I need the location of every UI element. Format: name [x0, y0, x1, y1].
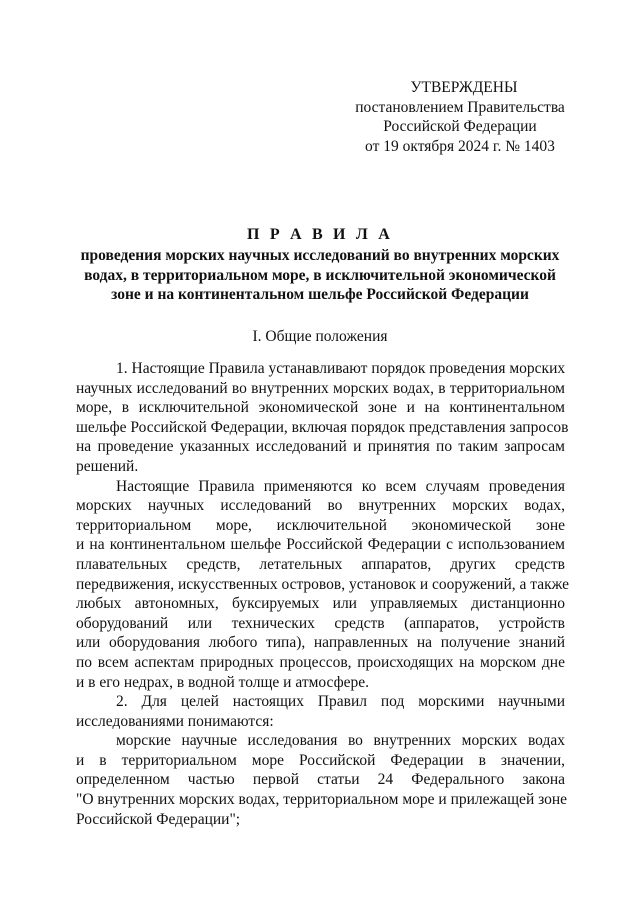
- paragraph-line: и в территориальном море Российской Федерации в значении,: [76, 751, 565, 769]
- paragraph-line: любых автономных, буксируемых или управляемых дистанционно: [76, 595, 565, 613]
- paragraph-line: или оборудования любого типа), направленных на получение знаний: [76, 634, 565, 652]
- subtitle-line: проведения морских научных исследований во внутренних морских: [80, 247, 560, 264]
- paragraph-line: на проведение указанных исследований и принятия по таким запросам: [76, 438, 565, 456]
- paragraph-line: Российской Федерации";: [76, 810, 241, 828]
- subtitle-line: зоне и на континентальном шельфе Российской Федерации: [111, 286, 529, 303]
- approval-line-2: Российской Федерации: [383, 118, 537, 135]
- paragraph-line: научных исследований во внутренних морских водах, в территориальном: [76, 379, 565, 397]
- paragraph-line: решений.: [76, 457, 139, 475]
- paragraph-line: морских научных исследований во внутренних морских водах,: [76, 497, 565, 515]
- approval-title: УТВЕРЖДЕНЫ: [410, 79, 518, 96]
- paragraph-line: и в его недрах, в водной толще и атмосфере.: [76, 673, 370, 691]
- subtitle-line: водах, в территориальном море, в исключительной экономической: [84, 266, 556, 284]
- paragraph-line: определенном частью первой статьи 24 Федерального закона: [76, 771, 565, 789]
- approval-line-1: постановлением Правительства: [355, 98, 565, 116]
- paragraph-line: территориальном море, исключительной экономической зоне: [76, 516, 565, 534]
- paragraph-line: плавательных средств, летательных аппаратов, других средств: [76, 555, 565, 573]
- approval-stamp-block: [340, 78, 580, 156]
- section-heading: I. Общие положения: [252, 328, 388, 345]
- paragraph-line: и на континентальном шельфе Российской Федерации с использованием: [76, 536, 565, 554]
- document-subtitle: [80, 246, 560, 305]
- paragraph-line: 1. Настоящие Правила устанавливают порядок проведения морских: [116, 360, 566, 377]
- paragraph-line: оборудований или технических средств (аппаратов, устройств: [76, 614, 565, 632]
- body-text: [76, 359, 570, 829]
- paragraph-line: "О внутренних морских водах, территориальном море и прилежащей зоне: [76, 791, 568, 809]
- approval-line-3: от 19 октября 2024 г. № 1403: [365, 137, 555, 155]
- paragraph-line: исследованиями понимаются:: [76, 712, 274, 730]
- paragraph-line: море, в исключительной экономической зоне и на континентальном: [76, 399, 565, 417]
- paragraph-line: шельфе Российской Федерации, включая порядок представления запросов: [76, 418, 569, 436]
- paragraph-line: Настоящие Правила применяются ко всем случаям проведения: [116, 477, 565, 495]
- paragraph-line: по всем аспектам природных процессов, происходящих на морском дне: [76, 653, 565, 671]
- paragraph-line: передвижения, искусственных островов, установок и сооружений, а также: [76, 575, 570, 593]
- document-title: П Р А В И Л А: [247, 226, 393, 243]
- paragraph-line: морские научные исследования во внутренних морских водах: [116, 732, 565, 750]
- paragraph-line: 2. Для целей настоящих Правил под морскими научными: [116, 693, 565, 711]
